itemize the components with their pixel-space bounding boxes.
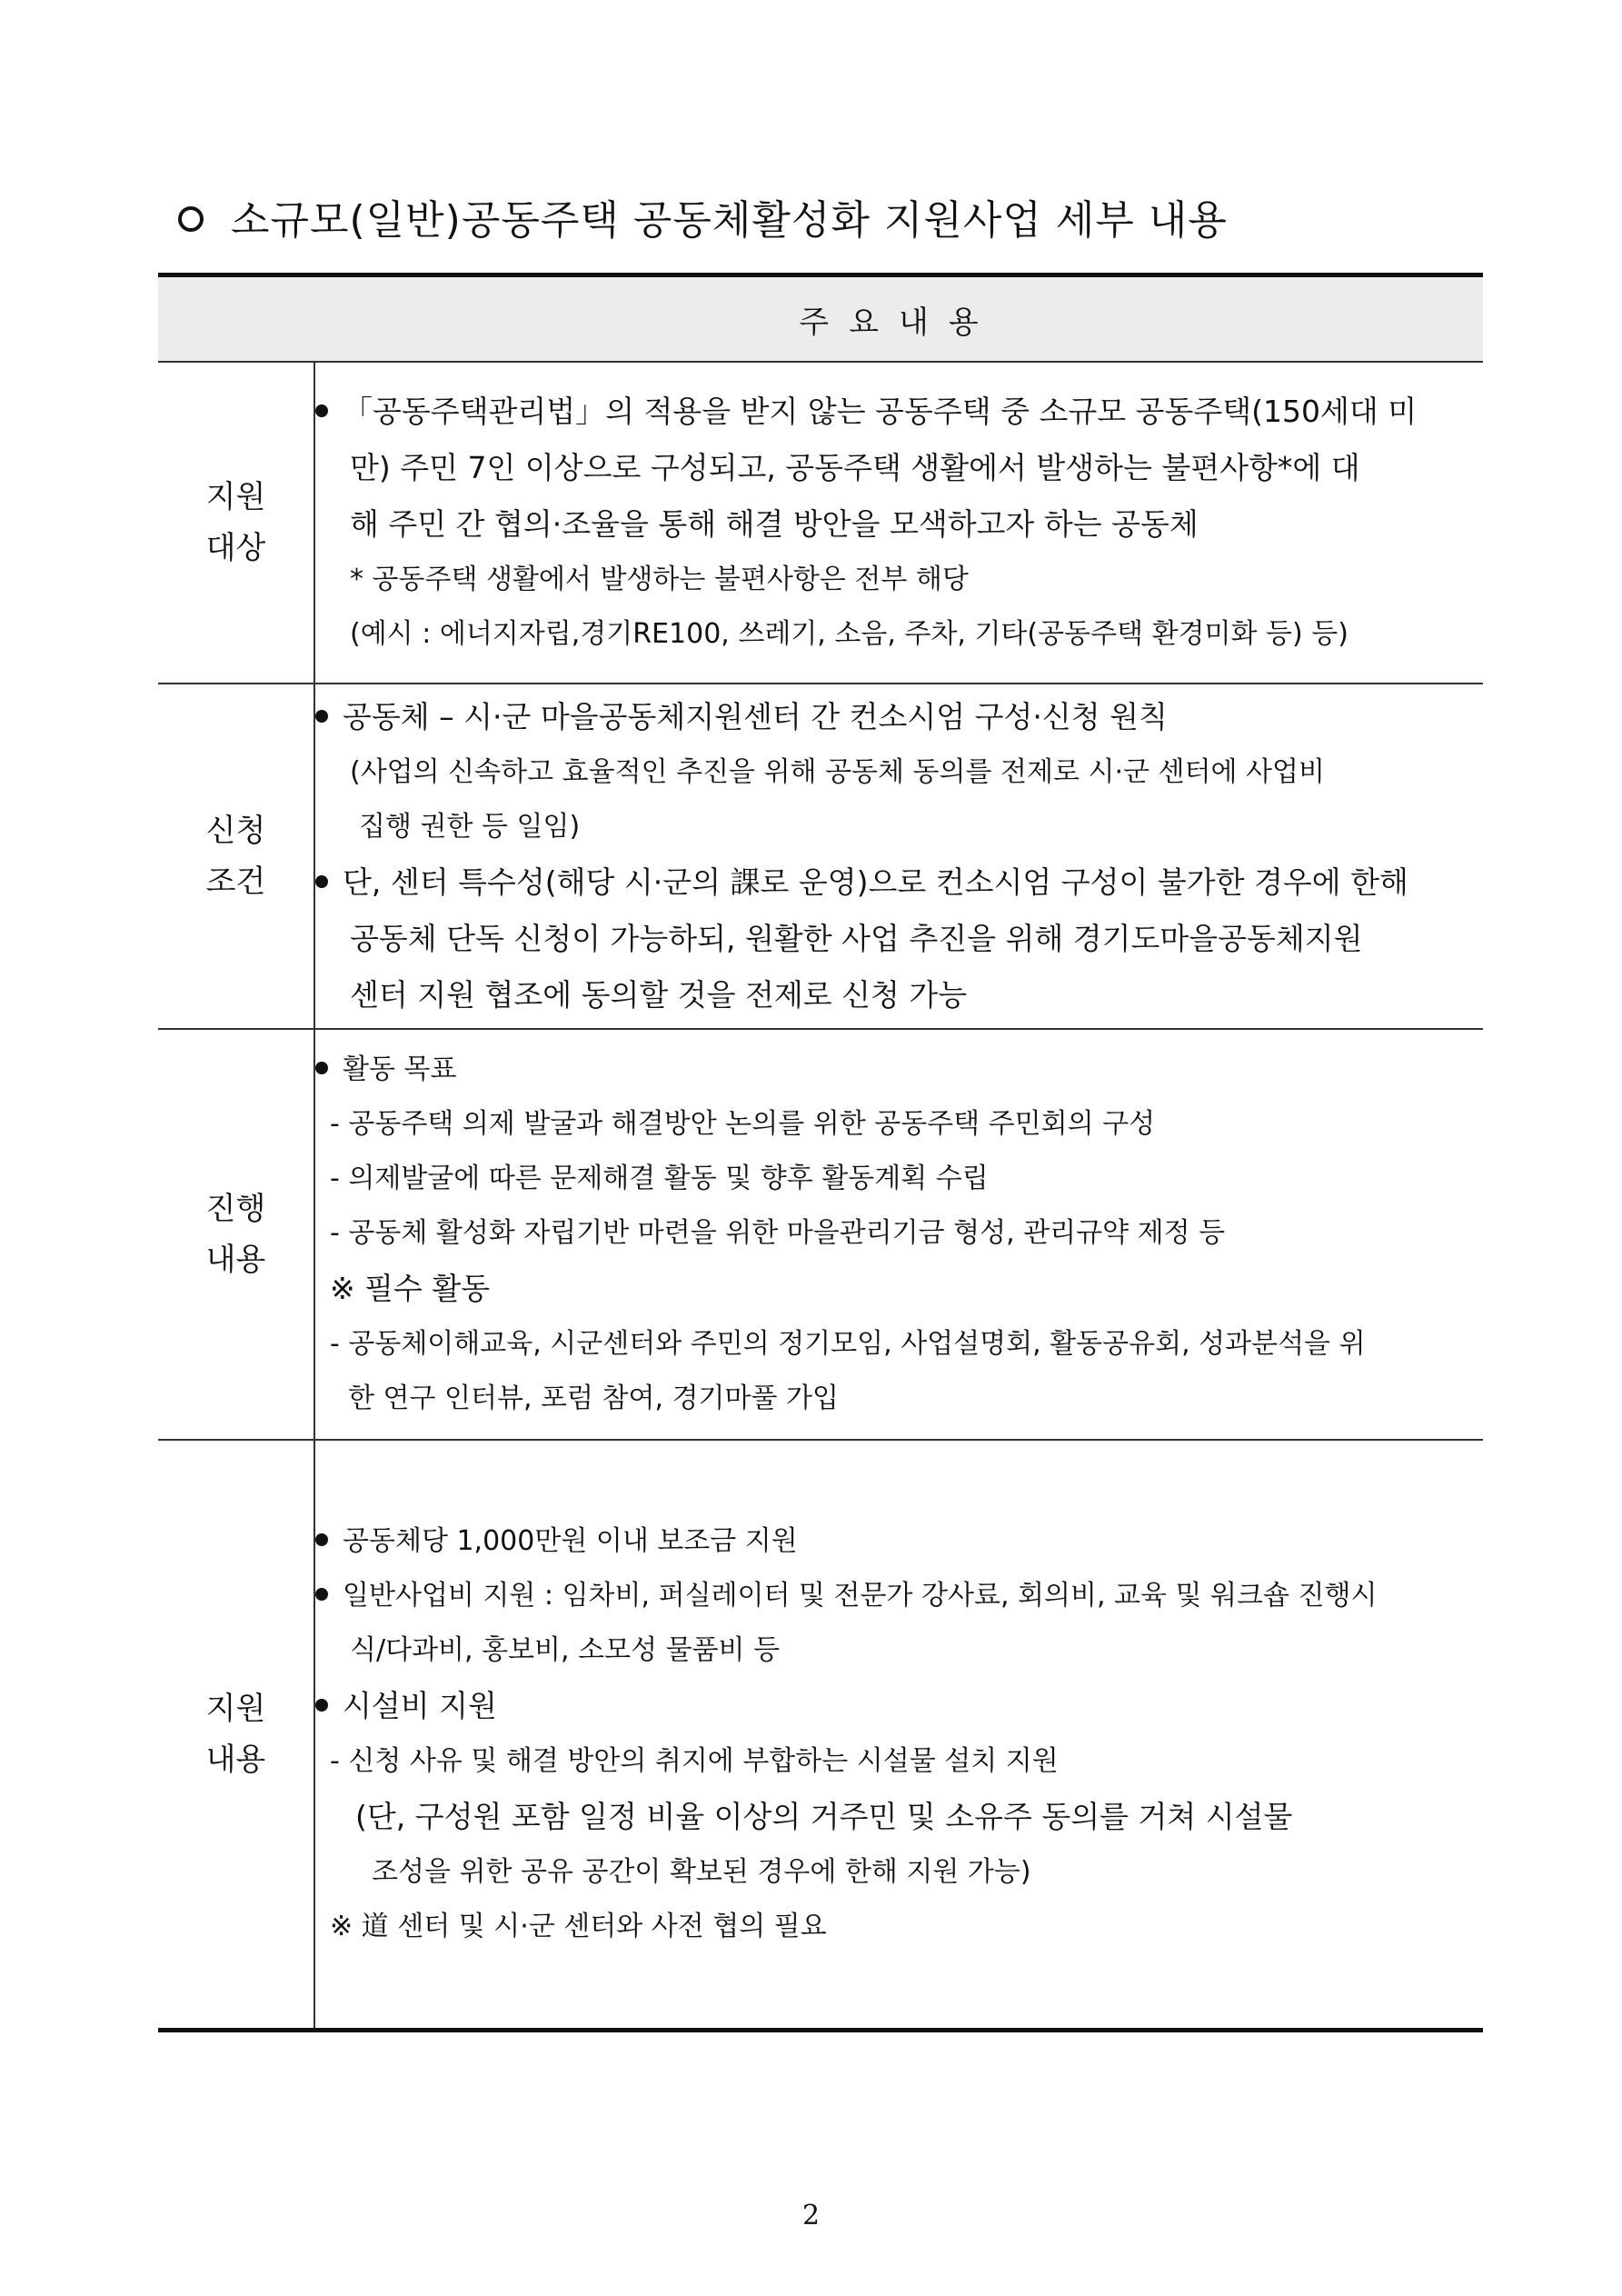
row-content-support-target [314, 362, 1483, 684]
bullet-dot-icon [315, 1699, 328, 1712]
note-item: ※ 道 센터 및 시·군 센터와 사전 협의 필요 [330, 1911, 827, 1942]
list-item: 공동체 – 시·군 마을공동체지원센터 간 컨소시엄 구성·신청 원칙 [315, 689, 1483, 745]
header-content-cell: 주요내용 [314, 275, 1483, 363]
bullet-dot-icon [315, 710, 328, 723]
bullet-dot-icon [315, 1588, 328, 1601]
row-content-support-content [314, 1440, 1483, 2031]
note-item: (사업의 신속하고 효율적인 추진을 위해 공동체 동의를 전제로 시·군 센터에 사업비 [350, 756, 1325, 788]
note-item: 조성을 위한 공유 공간이 확보된 경우에 한해 지원 가능) [372, 1856, 1031, 1888]
list-item: - 공동체 활성화 자립기반 마련을 위한 마을관리기금 형성, 관리규약 제정 등 [330, 1217, 1226, 1249]
list-item: 활동 목표 [315, 1043, 1483, 1097]
list-item: 센터 지원 협조에 동의할 것을 전제로 신청 가능 [350, 977, 968, 1013]
note-item: * 공동주택 생활에서 발생하는 불편사항은 전부 해당 [350, 564, 969, 595]
list-item: 만) 주민 7인 이상으로 구성되고, 공동주택 생활에서 발생하는 불편사항*에 대 [350, 450, 1360, 485]
list-item: 해 주민 간 협의·조율을 통해 해결 방안을 모색하고자 하는 공동체 [350, 506, 1199, 542]
row-content-application-conditions [314, 684, 1483, 1029]
list-item: 시설비 지원 [315, 1678, 1483, 1734]
list-item: 공동체당 1,000만원 이내 보조금 지원 [315, 1514, 1483, 1569]
page-title-text: 소규모(일반)공동주택 공동체활성화 지원사업 세부 내용 [231, 197, 1228, 244]
page-title [178, 189, 1228, 253]
support-details-table [158, 273, 1483, 2032]
table-row-support-content [158, 1440, 1483, 2031]
required-activity-heading: ※ 필수 활동 [330, 1271, 491, 1306]
table-row-application-conditions [158, 684, 1483, 1029]
list-item: - 의제발굴에 따른 문제해결 활동 및 향후 활동계획 수립 [330, 1163, 989, 1194]
bullet-dot-icon [315, 1062, 328, 1074]
example-item: (예시 : 에너지자립,경기RE100, 쓰레기, 소음, 주차, 기타(공동주택 환경미화 등) 등) [350, 618, 1348, 650]
list-item: 식/다과비, 홍보비, 소모성 물품비 등 [350, 1634, 781, 1666]
row-label-progress-content: 진행 내용 [158, 1029, 314, 1440]
row-label-application-conditions: 신청 조건 [158, 684, 314, 1029]
row-content-progress-content [314, 1029, 1483, 1440]
list-item: 단, 센터 특수성(해당 시·군의 課로 운영)으로 컨소시엄 구성이 불가한 경우에 한해 [315, 854, 1483, 911]
list-item: - 공동주택 의제 발굴과 해결방안 논의를 위한 공동주택 주민회의 구성 [330, 1108, 1156, 1140]
list-item: 한 연구 인터뷰, 포럼 참여, 경기마풀 가입 [348, 1383, 839, 1414]
note-item: 집행 권한 등 일임) [359, 811, 581, 843]
bullet-dot-icon [315, 404, 328, 417]
table-header-row [158, 275, 1483, 363]
table-row-progress-content [158, 1029, 1483, 1440]
list-item: - 공동체이해교육, 시군센터와 주민의 정기모임, 사업설명회, 활동공유회, 성과분석을 위 [330, 1328, 1366, 1360]
row-label-support-content: 지원 내용 [158, 1440, 314, 2031]
note-item: (단, 구성원 포함 일정 비율 이상의 거주민 및 소유주 동의를 거쳐 시설물 [355, 1799, 1293, 1834]
list-item: 공동체 단독 신청이 가능하되, 원활한 사업 추진을 위해 경기도마을공동체지원 [350, 921, 1363, 956]
page-number: 2 [801, 2200, 821, 2231]
row-label-support-target: 지원 대상 [158, 362, 314, 684]
bullet-dot-icon [315, 1533, 328, 1546]
list-item: 일반사업비 지원 : 임차비, 퍼실레이터 및 전문가 강사료, 회의비, 교육 및 워크숍 진행시 [315, 1569, 1483, 1623]
list-item: - 신청 사유 및 해결 방안의 취지에 부합하는 시설물 설치 지원 [330, 1745, 1059, 1777]
list-item: 「공동주택관리법」의 적용을 받지 않는 공동주택 중 소규모 공동주택(150세대 미 [315, 384, 1483, 440]
bullet-dot-icon [315, 875, 328, 888]
header-label-cell [158, 275, 314, 363]
table-row-support-target [158, 362, 1483, 684]
circle-bullet-icon [178, 206, 204, 232]
